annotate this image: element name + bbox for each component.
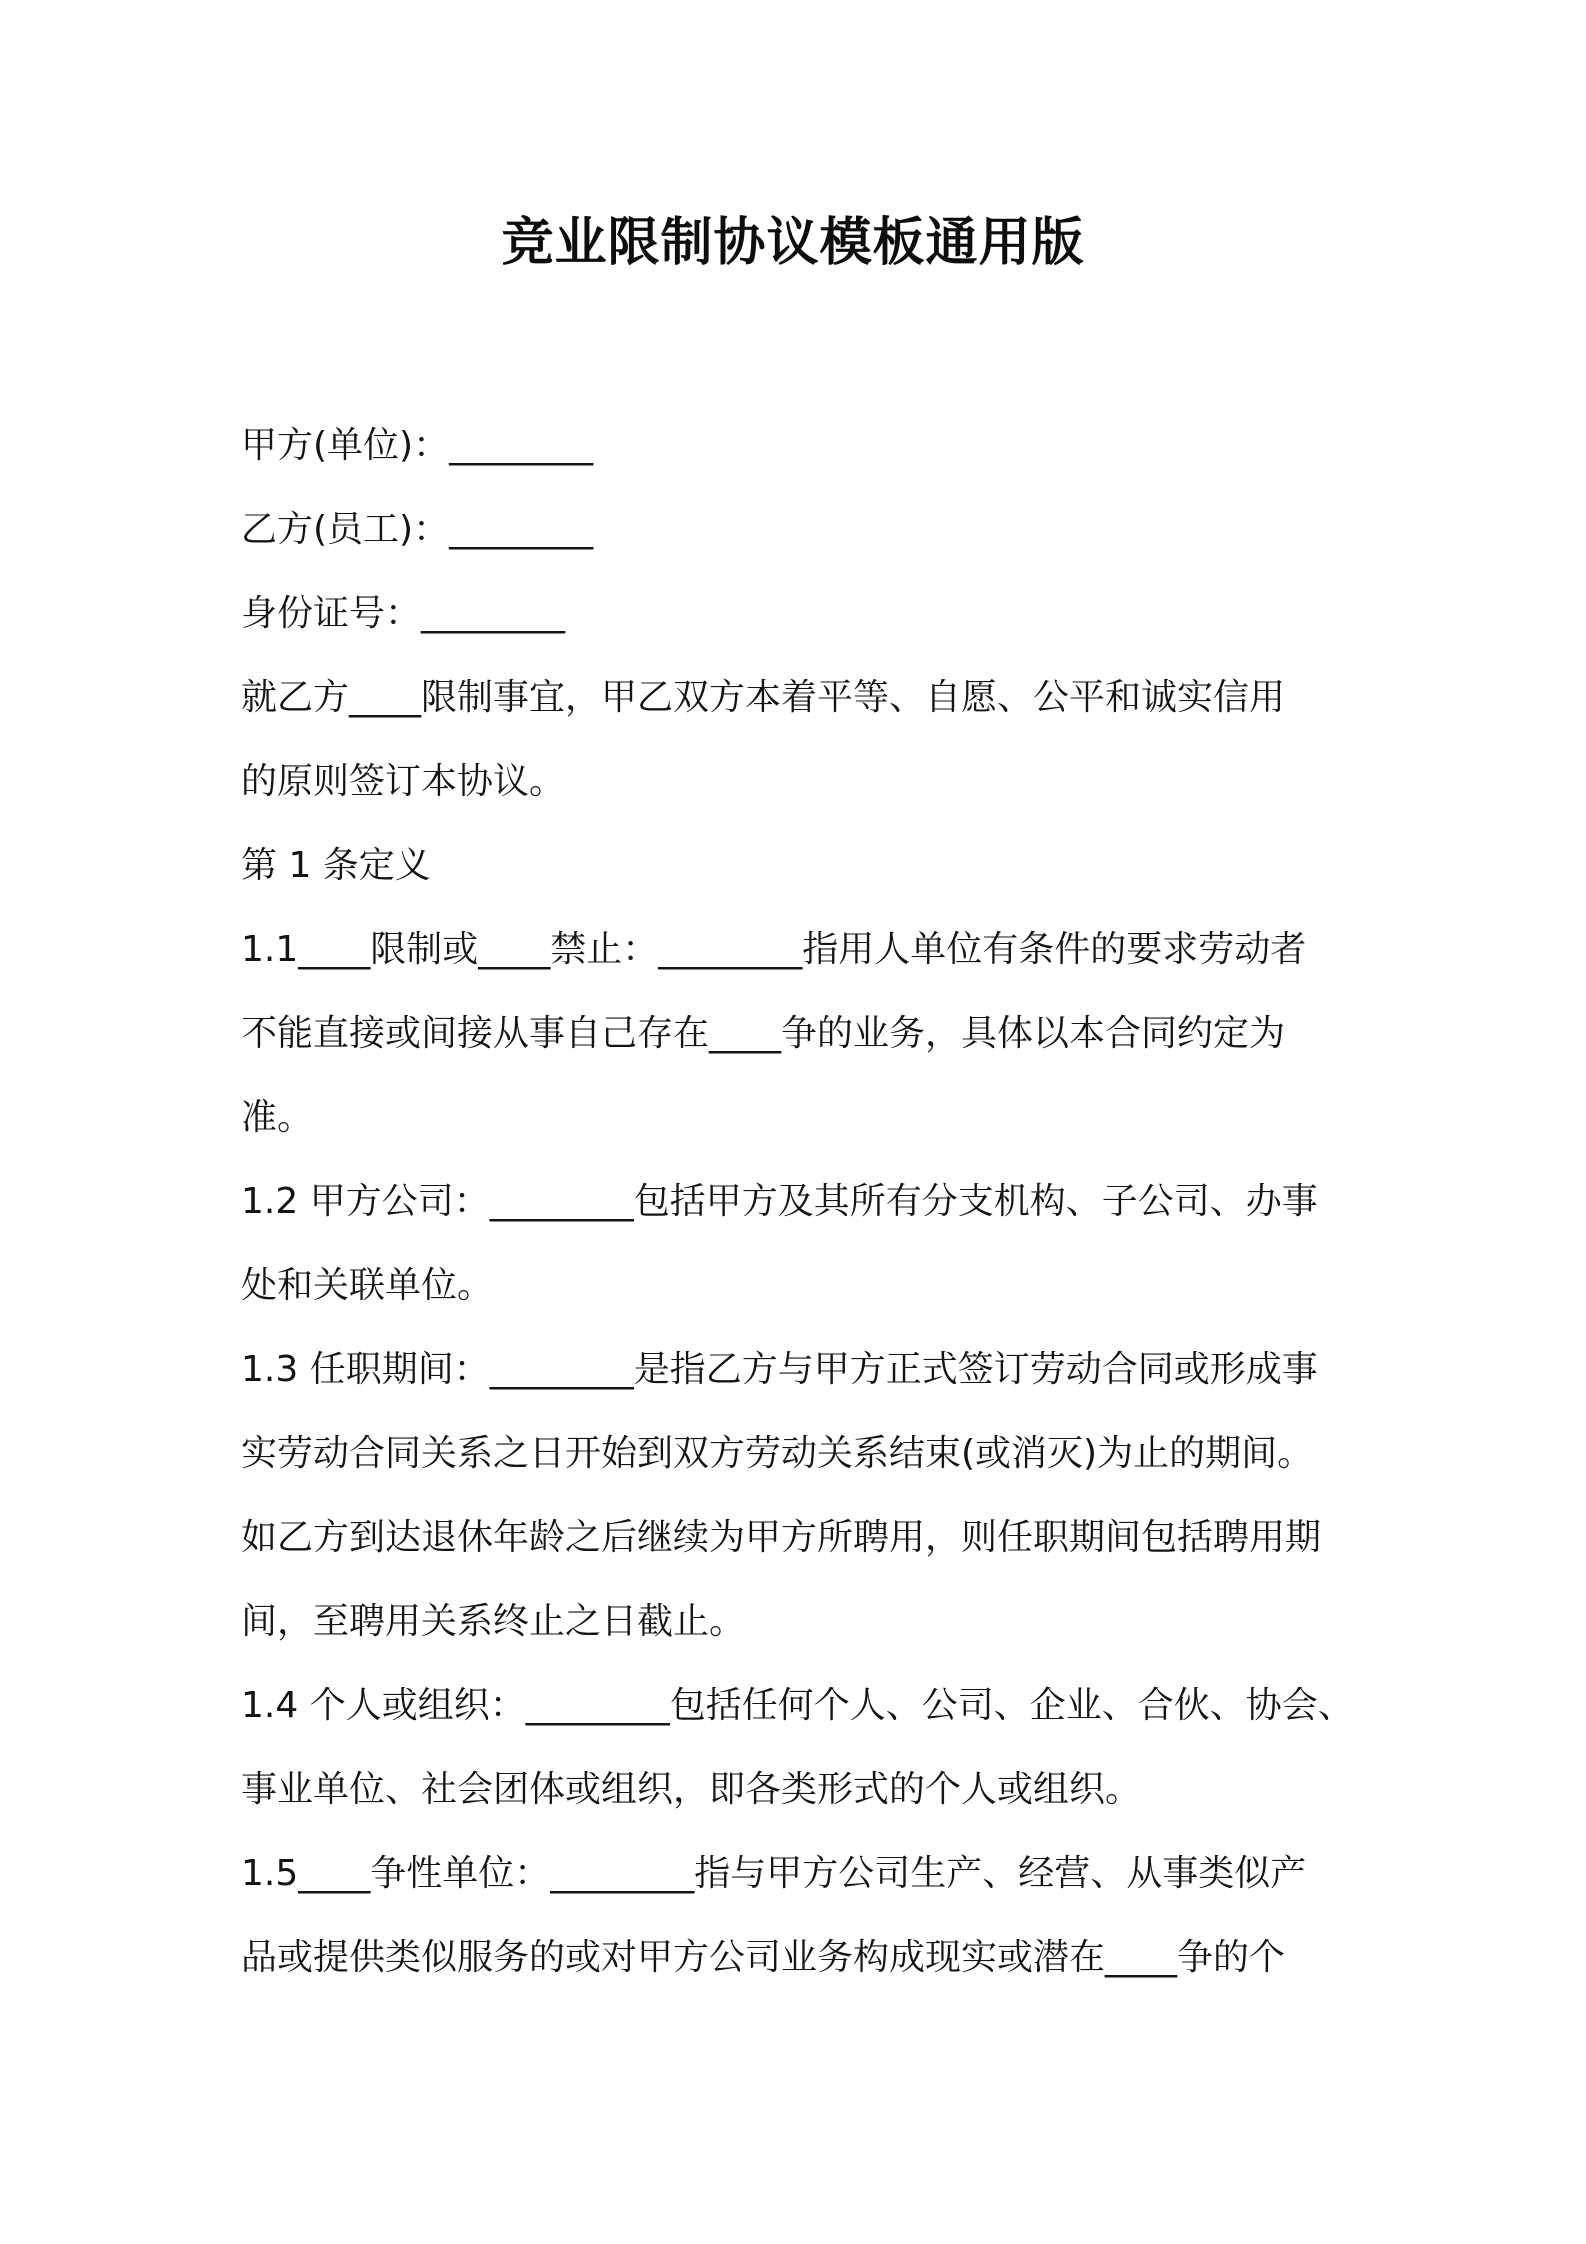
clause-1-1-line-2: 不能直接或间接从事自己存在____争的业务，具体以本合同约定为 (241, 1013, 1286, 1054)
party-a-line: 甲方(单位)：________ (241, 425, 594, 466)
clause-1-5-line-1: 1.5____争性单位：________指与甲方公司生产、经营、从事类似产 (241, 1853, 1307, 1894)
clause-1-5-line-2: 品或提供类似服务的或对甲方公司业务构成现实或潜在____争的个 (241, 1937, 1286, 1978)
clause-1-3-line-2: 实劳动合同关系之日开始到双方劳动关系结束(或消灭)为止的期间。 (241, 1433, 1314, 1474)
article-1-heading: 第 1 条定义 (241, 845, 431, 886)
document-body (241, 404, 1391, 2000)
clause-1-3-line-3: 如乙方到达退休年龄之后继续为甲方所聘用，则任职期间包括聘用期 (241, 1517, 1322, 1558)
clause-1-3-line-1: 1.3 任职期间：________是指乙方与甲方正式签订劳动合同或形成事 (241, 1349, 1318, 1390)
document-title: 竞业限制协议模板通用版 (501, 213, 1085, 273)
clause-1-1-line-3: 准。 (241, 1097, 314, 1138)
party-b-line: 乙方(员工)：________ (241, 509, 594, 550)
clause-1-3-line-4: 间，至聘用关系终止之日截止。 (241, 1601, 746, 1642)
preamble-line-2: 的原则签订本协议。 (241, 761, 566, 802)
clause-1-2-line-2: 处和关联单位。 (241, 1265, 494, 1306)
preamble-line-1: 就乙方____限制事宜，甲乙双方本着平等、自愿、公平和诚实信用 (241, 677, 1286, 718)
id-number-line: 身份证号：________ (241, 593, 566, 634)
clause-1-2-line-1: 1.2 甲方公司：________包括甲方及其所有分支机构、子公司、办事 (241, 1181, 1318, 1222)
clause-1-4-line-1: 1.4 个人或组织：________包括任何个人、公司、企业、合伙、协会、 (241, 1685, 1354, 1726)
clause-1-1-line-1: 1.1____限制或____禁止：________指用人单位有条件的要求劳动者 (241, 929, 1307, 970)
clause-1-4-line-2: 事业单位、社会团体或组织，即各类形式的个人或组织。 (241, 1769, 1142, 1810)
